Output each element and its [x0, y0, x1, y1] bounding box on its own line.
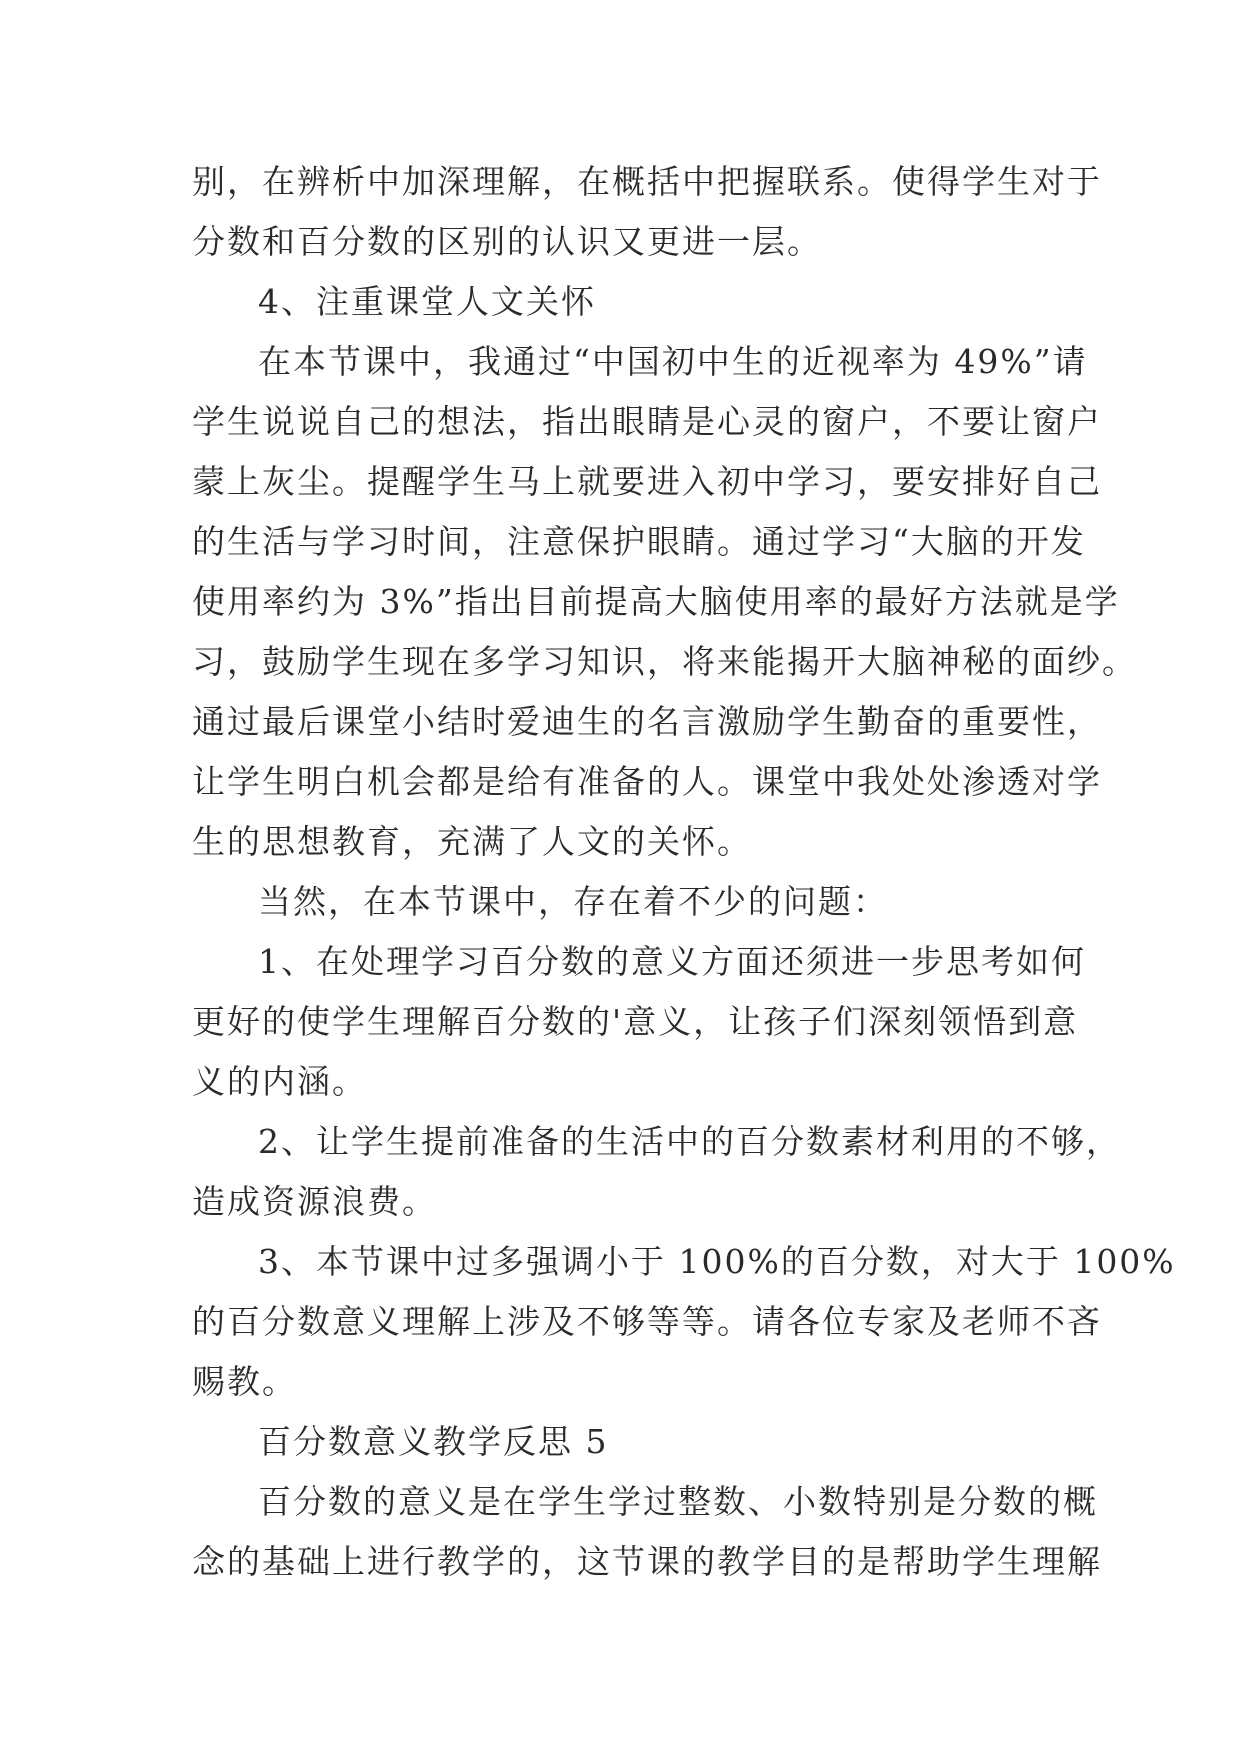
- text-line: 在本节课中，我通过“中国初中生的近视率为 49%”请: [258, 342, 1088, 381]
- text-line: 蒙上灰尘。提醒学生马上就要进入初中学习，要安排好自己: [192, 462, 1102, 501]
- text-line: 赐教。: [192, 1362, 297, 1401]
- text-line: 让学生明白机会都是给有准备的人。课堂中我处处渗透对学: [192, 762, 1102, 801]
- text-line: 使用率约为 3%”指出目前提高大脑使用率的最好方法就是学: [192, 582, 1120, 621]
- text-line: 当然，在本节课中，存在着不少的问题：: [258, 882, 888, 921]
- text-line: 百分数的意义是在学生学过整数、小数特别是分数的概: [258, 1482, 1098, 1521]
- text-line: 更好的使学生理解百分数的'意义，让孩子们深刻领悟到意: [192, 1002, 1079, 1041]
- text-line: 通过最后课堂小结时爱迪生的名言激励学生勤奋的重要性，: [192, 702, 1102, 741]
- text-line: 造成资源浪费。: [192, 1182, 437, 1221]
- text-line: 义的内涵。: [192, 1062, 367, 1101]
- text-line: 的百分数意义理解上涉及不够等等。请各位专家及老师不吝: [192, 1302, 1102, 1341]
- text-line: 生的思想教育，充满了人文的关怀。: [192, 822, 752, 861]
- section-title: 百分数意义教学反思 5: [258, 1422, 609, 1461]
- text-line: 的生活与学习时间，注意保护眼睛。通过学习“大脑的开发: [192, 522, 1086, 561]
- text-line: 别，在辨析中加深理解，在概括中把握联系。使得学生对于: [192, 162, 1102, 201]
- text-line: 习，鼓励学生现在多学习知识，将来能揭开大脑神秘的面纱。: [192, 642, 1137, 681]
- list-item: 1、在处理学习百分数的意义方面还须进一步思考如何: [258, 942, 1086, 981]
- document-body: [192, 152, 1176, 1592]
- text-line: 分数和百分数的区别的认识又更进一层。: [192, 222, 822, 261]
- text-line: 念的基础上进行教学的，这节课的教学目的是帮助学生理解: [192, 1542, 1102, 1581]
- list-item: 3、本节课中过多强调小于 100%的百分数，对大于 100%: [258, 1242, 1176, 1281]
- text-line: 学生说说自己的想法，指出眼睛是心灵的窗户，不要让窗户: [192, 402, 1102, 441]
- list-item: 2、让学生提前准备的生活中的百分数素材利用的不够，: [258, 1122, 1121, 1161]
- section-heading: 4、注重课堂人文关怀: [258, 282, 596, 321]
